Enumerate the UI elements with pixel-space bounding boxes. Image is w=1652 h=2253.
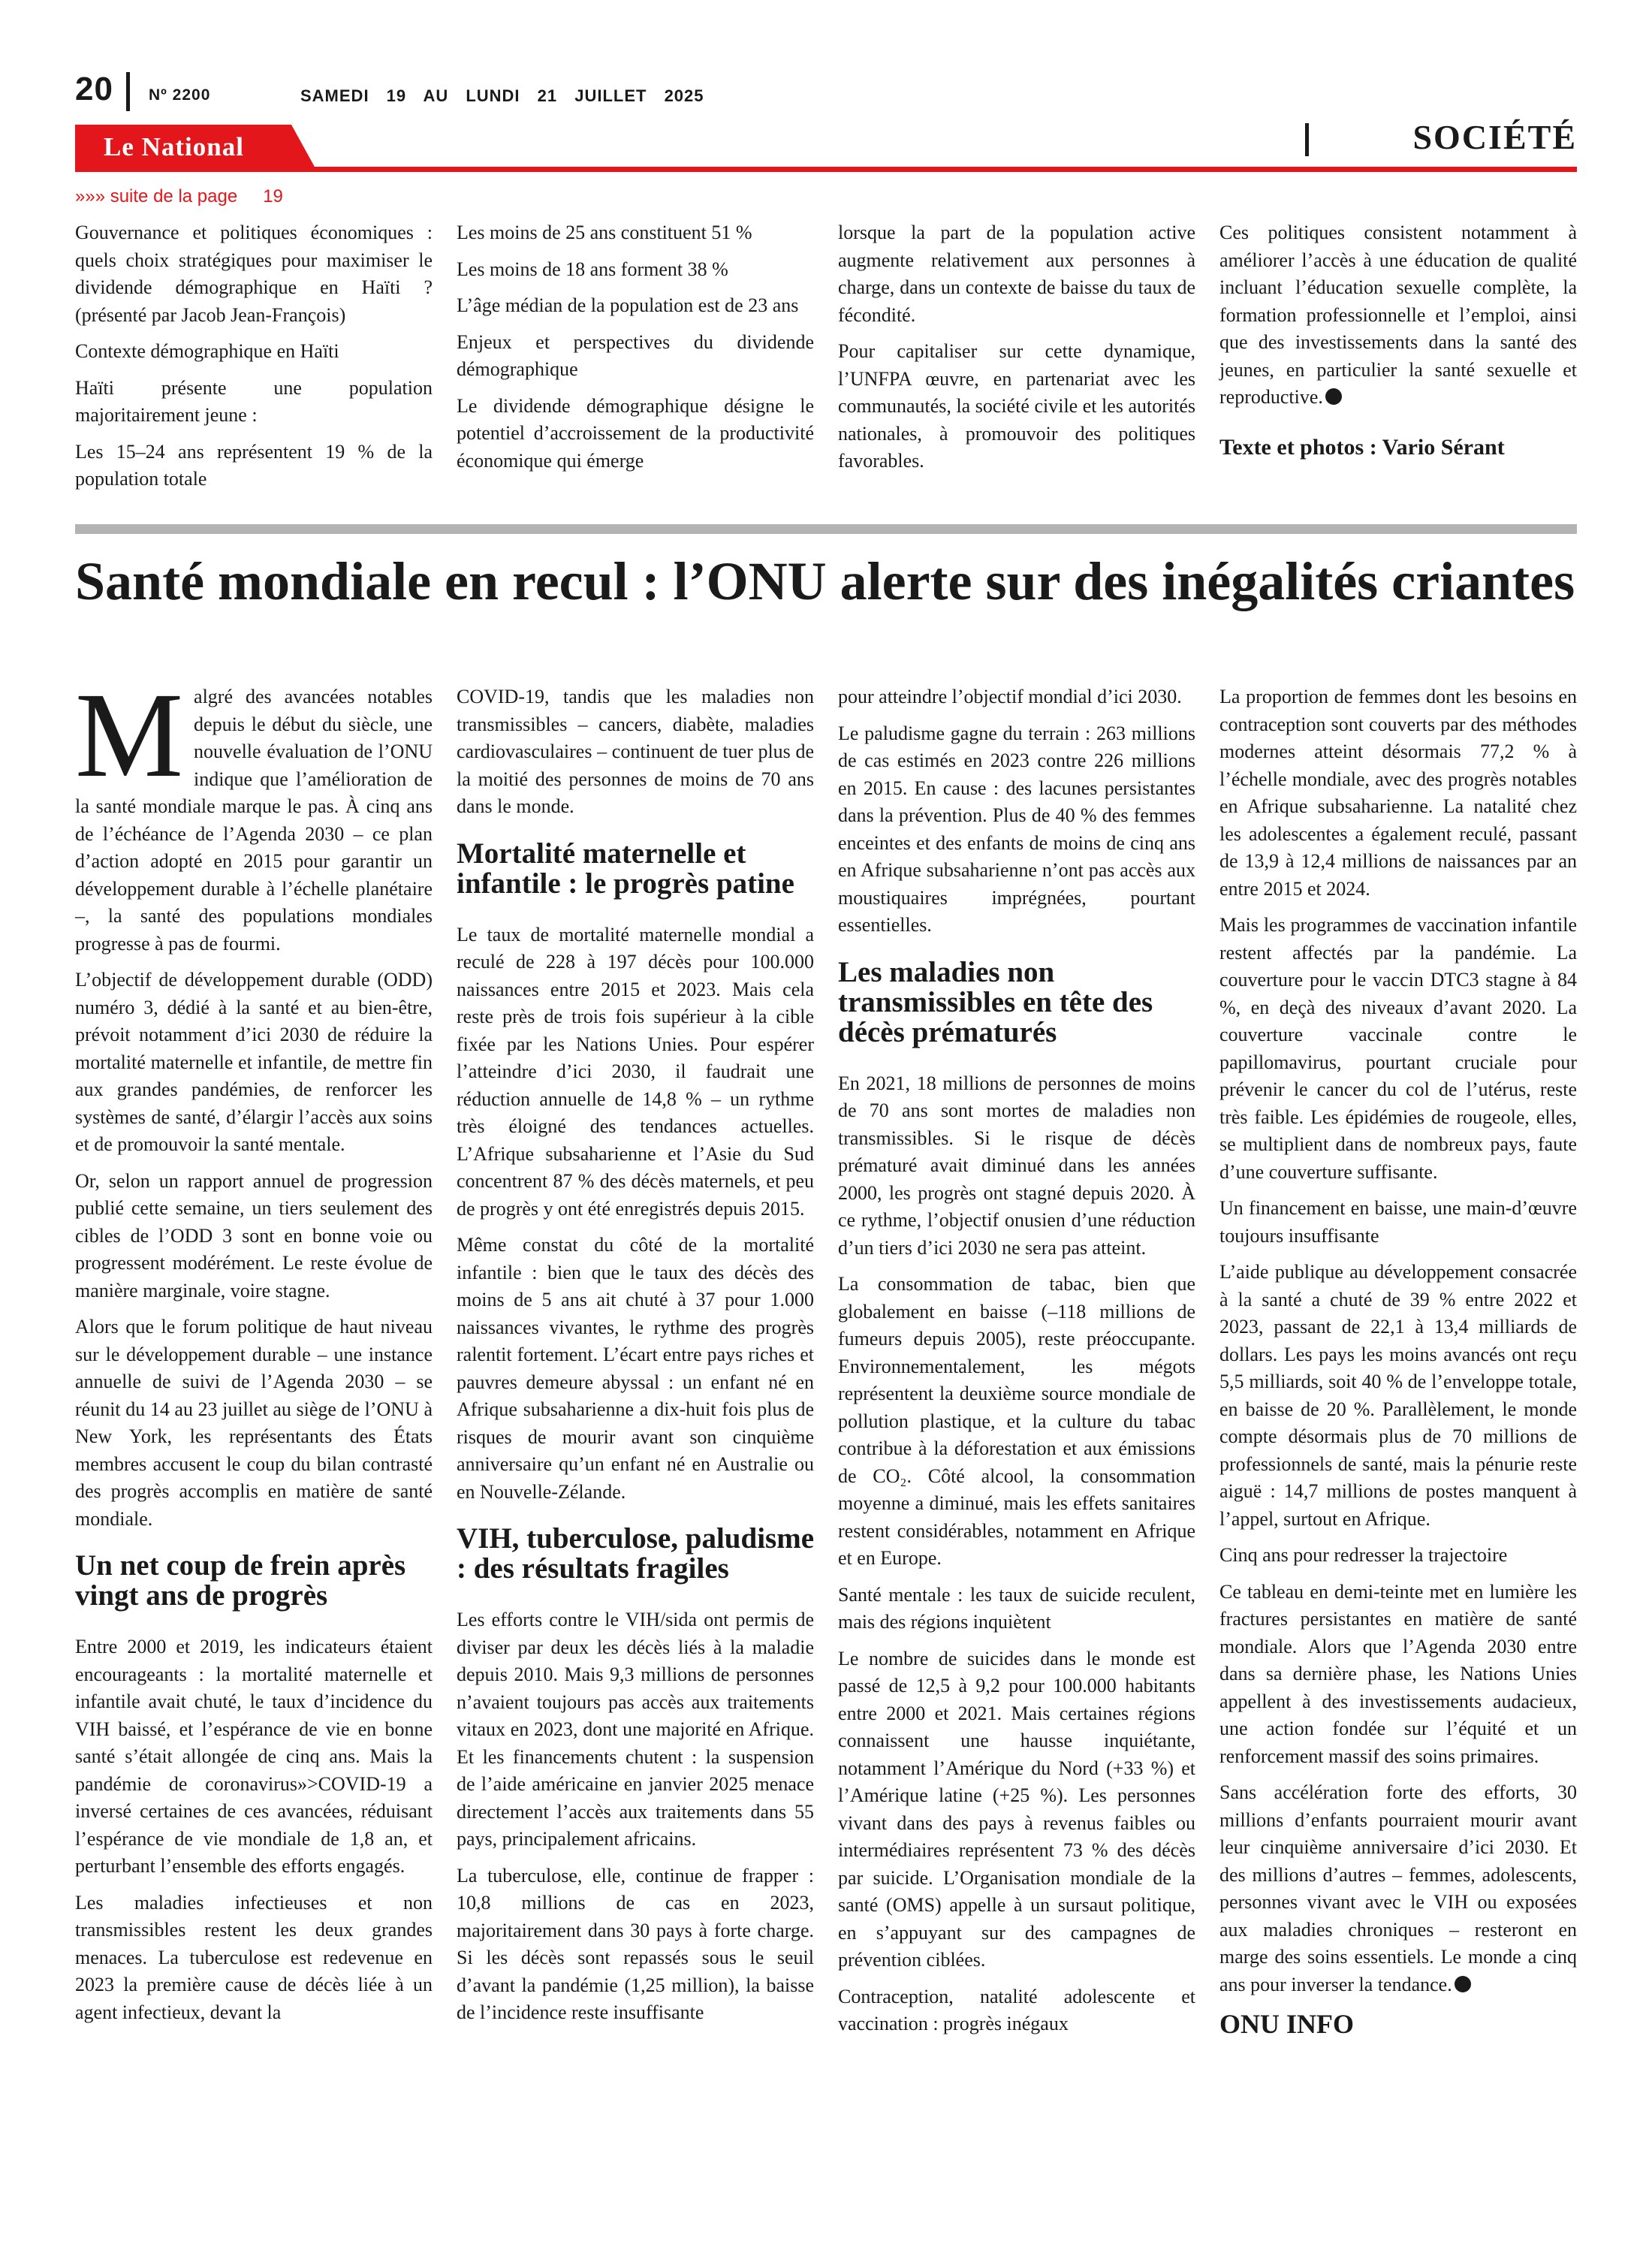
section-title: SOCIÉTÉ — [1412, 118, 1577, 156]
paragraph: La consommation de tabac, bien que globalement en baisse (–118 millions de fumeurs depuis 2005), reste préoccupante. Environnementalement, les mégots représentent la deuxième source mondiale de pollution plastique, et la culture du tabac contribue à la déforestation et aux émissions de CO₂. Côté alcool, la consommation moyenne a diminué, mais les effets sanitaires restent considérables, notamment en Afrique et en Europe. — [838, 1273, 1195, 1569]
paragraph-text: Sans accélération forte des efforts, 30 millions d’enfants pourraient mourir avant leur cinquième anniversaire d’ici 2030. Et des millions d’autres – femmes, adolescents, personnes vivant avec le VIH ou exposées aux maladies chroniques – resteront en marge des soins essentiels. Le monde a cinq ans pour inverser la tendance. — [1219, 1781, 1577, 1995]
subheading: VIH, tuberculose, paludisme : des résultats fragiles — [457, 1522, 814, 1585]
paragraph: Le taux de mortalité maternelle mondial a reculé de 228 à 197 décès pour 100.000 naissances entre 2015 et 2023. Mais cela reste près de trois fois supérieur à la cible fixée par les Nations Unies. Pour espérer l’atteindre d’ici 2030, il faudrait une réduction annuelle de 14,8 % – un rythme très éloigné des tendances actuelles. L’Afrique subsaharienne et l’Asie du Sud concentrent 87 % des décès maternels, et peu de progrès y ont été enregistrés depuis 2015. — [457, 923, 814, 1220]
issue-number: Nº 2200 — [149, 86, 211, 104]
paragraph: Gouvernance et politiques économiques : quels choix stratégiques pour maximiser le dividende démographique en Haïti ? (présenté par Jacob Jean-François) — [75, 222, 433, 326]
page-number: 20 — [75, 71, 113, 107]
paragraph: Le dividende démographique désigne le potentiel d’accroissement de la productivité économique qui émerge — [457, 394, 814, 472]
lead-paragraph — [75, 668, 433, 958]
article-column-4 — [1219, 683, 1577, 2038]
top-article-column-2 — [457, 219, 814, 484]
paragraph: COVID-19, tandis que les maladies non transmissibles – cancers, diabète, maladies cardiovasculaires – continuent de tuer plus de la moitié des personnes de moins de 70 ans dans le monde. — [457, 686, 814, 817]
paragraph: La tuberculose, elle, continue de frapper : 10,8 millions de cas en 2023, majoritairement dans 30 pays à forte charge. Si les décès sont repassés sous le seuil d’avant la pandémie (1,25 million), la baisse de l’incidence reste insuffisante — [457, 1864, 814, 2023]
paragraph: Même constat du côté de la mortalité infantile : bien que le taux des décès des moins de 5 ans ait chuté à 37 pour 1.000 naissances vivantes, le rythme des progrès ralentit fortement. L’écart entre pays riches et pauvres demeure abyssal : un enfant né en Afrique subsaharienne a dix-huit fois plus de risques de mourir avant son cinquième anniversaire qu’un enfant né en Australie ou en Nouvelle-Zélande. — [457, 1234, 814, 1503]
paragraph: Entre 2000 et 2019, les indicateurs étaient encourageants : la mortalité maternelle et infantile avait chuté, le taux d’incidence du VIH baissé, et l’espérance de vie en bonne santé s’était allongée de cinq ans. Mais la pandémie de coronavirus»>COVID-19 a inversé certaines de ces avancées, réduisant l’espérance de vie mondiale de 1,8 an, et perturbant l’ensemble des efforts engagés. — [75, 1636, 433, 1877]
drop-cap: M — [75, 668, 184, 803]
paragraph — [1219, 1779, 1577, 1998]
paragraph: En 2021, 18 millions de personnes de moins de 70 ans sont mortes de maladies non transmissibles. Si le risque de décès prématuré avait diminué dans les années 2000, les progrès ont stagné depuis 2020. À ce rythme, l’objectif onusien d’une réduction d’un tiers d’ici 2030 ne sera pas atteint. — [838, 1072, 1195, 1259]
paragraph: Le paludisme gagne du terrain : 263 millions de cas estimés en 2023 contre 226 millions en 2015. En cause : des lacunes persistantes dans la prévention. Plus de 40 % des femmes enceintes et des enfants de moins de cinq ans en Afrique subsaharienne n’ont pas accès aux moustiquaires imprégnées, pourtant essentielles. — [838, 722, 1195, 936]
brand-logo: Le National — [104, 132, 244, 161]
paragraph: La proportion de femmes dont les besoins en contraception sont couverts par des méthodes modernes atteint désormais 77,2 % à l’échelle mondiale, avec des progrès notables en Afrique subsaharienne. La natalité chez les adolescentes a également reculé, passant de 13,9 à 12,4 millions de naissances par an entre 2015 et 2024. — [1219, 686, 1577, 900]
paragraph: Les moins de 25 ans constituent 51 % — [457, 222, 752, 243]
article-column-2 — [457, 683, 814, 2036]
paragraph: Contexte démographique en Haïti — [75, 340, 339, 362]
paragraph — [1219, 219, 1577, 412]
end-of-article-icon — [1455, 1976, 1471, 1992]
paragraph: Un financement en baisse, une main-d’œuvre toujours insuffisante — [1219, 1197, 1577, 1247]
top-article-column-4 — [1219, 219, 1577, 461]
subheading: Mortalité maternelle et infantile : le progrès patine — [457, 837, 794, 900]
paragraph: Santé mentale : les taux de suicide reculent, mais des régions inquiètent — [838, 1583, 1195, 1633]
paragraph: Cinq ans pour redresser la trajectoire — [1219, 1544, 1508, 1566]
paragraph: L’objectif de développement durable (ODD) numéro 3, dédié à la santé et au bien-être, prévoit notamment d’ici 2030 de réduire la mortalité maternelle et infantile, de mettre fin aux grandes pandémies, de renforcer les systèmes de santé, d’élargir l’accès aux soins et de promouvoir la santé mentale. — [75, 969, 433, 1155]
continued-from — [75, 186, 283, 207]
header-rule — [75, 167, 1577, 172]
article-column-1 — [75, 668, 433, 2035]
paragraph: Les maladies infectieuses et non transmissibles restent les deux grandes menaces. La tuberculose est redevenue en 2023 la première cause de décès liée à un agent infectieux, devant la — [75, 1891, 433, 2023]
photo-credit: Texte et photos : Vario Sérant — [1219, 434, 1505, 460]
article-separator — [75, 524, 1577, 534]
paragraph-text: Ces politiques consistent notamment à améliorer l’accès à une éducation de qualité incluant l’éducation sexuelle complète, la formation professionnelle et l’emploi, ainsi que des investissements dans la santé des jeunes, en particulier la santé sexuelle et reproductive. — [1219, 222, 1577, 408]
paragraph: lorsque la part de la population active augmente relativement aux personnes à charge, dans un contexte de baisse du taux de fécondité. — [838, 222, 1195, 326]
paragraph: Ce tableau en demi-teinte met en lumière les fractures persistantes en matière de santé mondiale. Alors que l’Agenda 2030 entre dans sa dernière phase, les Nations Unies appellent à des investissements audacieux, une action fondée sur l’équité et un renforcement massif des soins primaires. — [1219, 1580, 1577, 1767]
paragraph: Contraception, natalité adolescente et vaccination : progrès inégaux — [838, 1985, 1195, 2034]
continued-page: 19 — [263, 186, 283, 207]
issue-date: SAMEDI 19 AU LUNDI 21 JUILLET 2025 — [300, 86, 704, 105]
article-column-3 — [838, 683, 1195, 2047]
header-divider — [126, 72, 130, 111]
paragraph: Les moins de 18 ans forment 38 % — [457, 258, 728, 280]
top-article-column-3 — [838, 219, 1195, 484]
section-divider — [1305, 123, 1309, 156]
paragraph: Alors que le forum politique de haut niveau sur le développement durable – une instance annuelle de suivi de l’Agenda 2030 – se réunit du 14 au 23 juillet au siège de l’ONU à New York, les représentants des États membres accusent le coup du bilan contrasté des progrès accomplis en matière de santé mondiale. — [75, 1316, 433, 1530]
paragraph: Le nombre de suicides dans le monde est passé de 12,5 à 9,2 pour 100.000 habitants entre 2000 et 2021. Mais certaines régions connaissent une hausse inquiétante, notamment l’Amérique du Nord (+33 %) et l’Amérique latine (+25 %). Les personnes vivant dans des pays à revenus faibles ou intermédiaires représentent 73 % des décès par suicide. L’Organisation mondiale de la santé (OMS) appelle à un sursaut politique, en s’appuyant sur des campagnes de prévention ciblées. — [838, 1647, 1195, 1971]
paragraph: L’aide publique au développement consacrée à la santé a chuté de 39 % entre 2022 et 2023, passant de 22,1 à 13,4 milliards de dollars. Les pays les moins avancés ont reçu 5,5 milliards, soit 40 % de l’enveloppe totale, en baisse de 20 %. Parallèlement, le monde compte désormais plus de 70 millions de professionnels de santé, mais la pénurie reste aiguë : 14,7 millions de postes manquent à l’appel, surtout en Afrique. — [1219, 1261, 1577, 1530]
continued-label: »»» suite de la page — [75, 186, 238, 207]
paragraph: L’âge médian de la population est de 23 ans — [457, 294, 799, 316]
article-headline: Santé mondiale en recul : l’ONU alerte sur des inégalités criantes — [75, 551, 1575, 611]
end-of-article-icon — [1325, 388, 1342, 405]
paragraph: Mais les programmes de vaccination infantile restent affectés par la pandémie. La couverture pour le vaccin DTC3 stagne à 84 %, en deçà des niveaux d’avant 2020. La couverture vaccinale contre le papillomavirus, pourtant cruciale pour prévenir le cancer du col de l’utérus, reste très faible. Les épidémies de rougeole, elles, se multiplient dans de nombreux pays, faute d’une couverture suffisante. — [1219, 914, 1577, 1183]
article-signature: ONU INFO — [1219, 2009, 1354, 2039]
subheading: Un net coup de frein après vingt ans de progrès — [75, 1549, 406, 1612]
paragraph: Haïti présente une population majoritairement jeune : — [75, 376, 433, 426]
lead-text: algré des avancées notables depuis le début du siècle, une nouvelle évaluation de l’ONU indique que l’amélioration de la santé mondiale marque le pas. À cinq ans de l’échéance de l’Agenda 2030 – ce plan d’action adopté en 2015 pour garantir un développement durable à l’échelle planétaire –, la santé des populations mondiales progresse à pas de fourmi. — [75, 686, 433, 955]
paragraph: Or, selon un rapport annuel de progression publié cette semaine, un tiers seulement des cibles de l’ODD 3 sont en bonne voie ou progressent modérément. Le reste évolue de manière marginale, voire stagne. — [75, 1169, 433, 1301]
paragraph: Enjeux et perspectives du dividende démographique — [457, 330, 814, 380]
paragraph: Les 15–24 ans représentent 19 % de la population totale — [75, 440, 433, 490]
paragraph: pour atteindre l’objectif mondial d’ici 2030. — [838, 686, 1182, 707]
subheading: Les maladies non transmissibles en tête des décès prématurés — [838, 955, 1153, 1048]
paragraph: Pour capitaliser sur cette dynamique, l’UNFPA œuvre, en partenariat avec les communautés, la société civile et les autorités nationales, à promouvoir des politiques favorables. — [838, 340, 1195, 472]
paragraph: Les efforts contre le VIH/sida ont permis de diviser par deux les décès liés à la maladie depuis 2010. Mais 9,3 millions de personnes n’avaient toujours pas accès aux traitements vitaux en 2023, dont une majorité en Afrique. Et les financements chutent : la suspension de l’aide américaine en janvier 2025 menace directement l’accès aux traitements dans 55 pays, principalement africains. — [457, 1609, 814, 1850]
top-article-column-1 — [75, 219, 433, 502]
